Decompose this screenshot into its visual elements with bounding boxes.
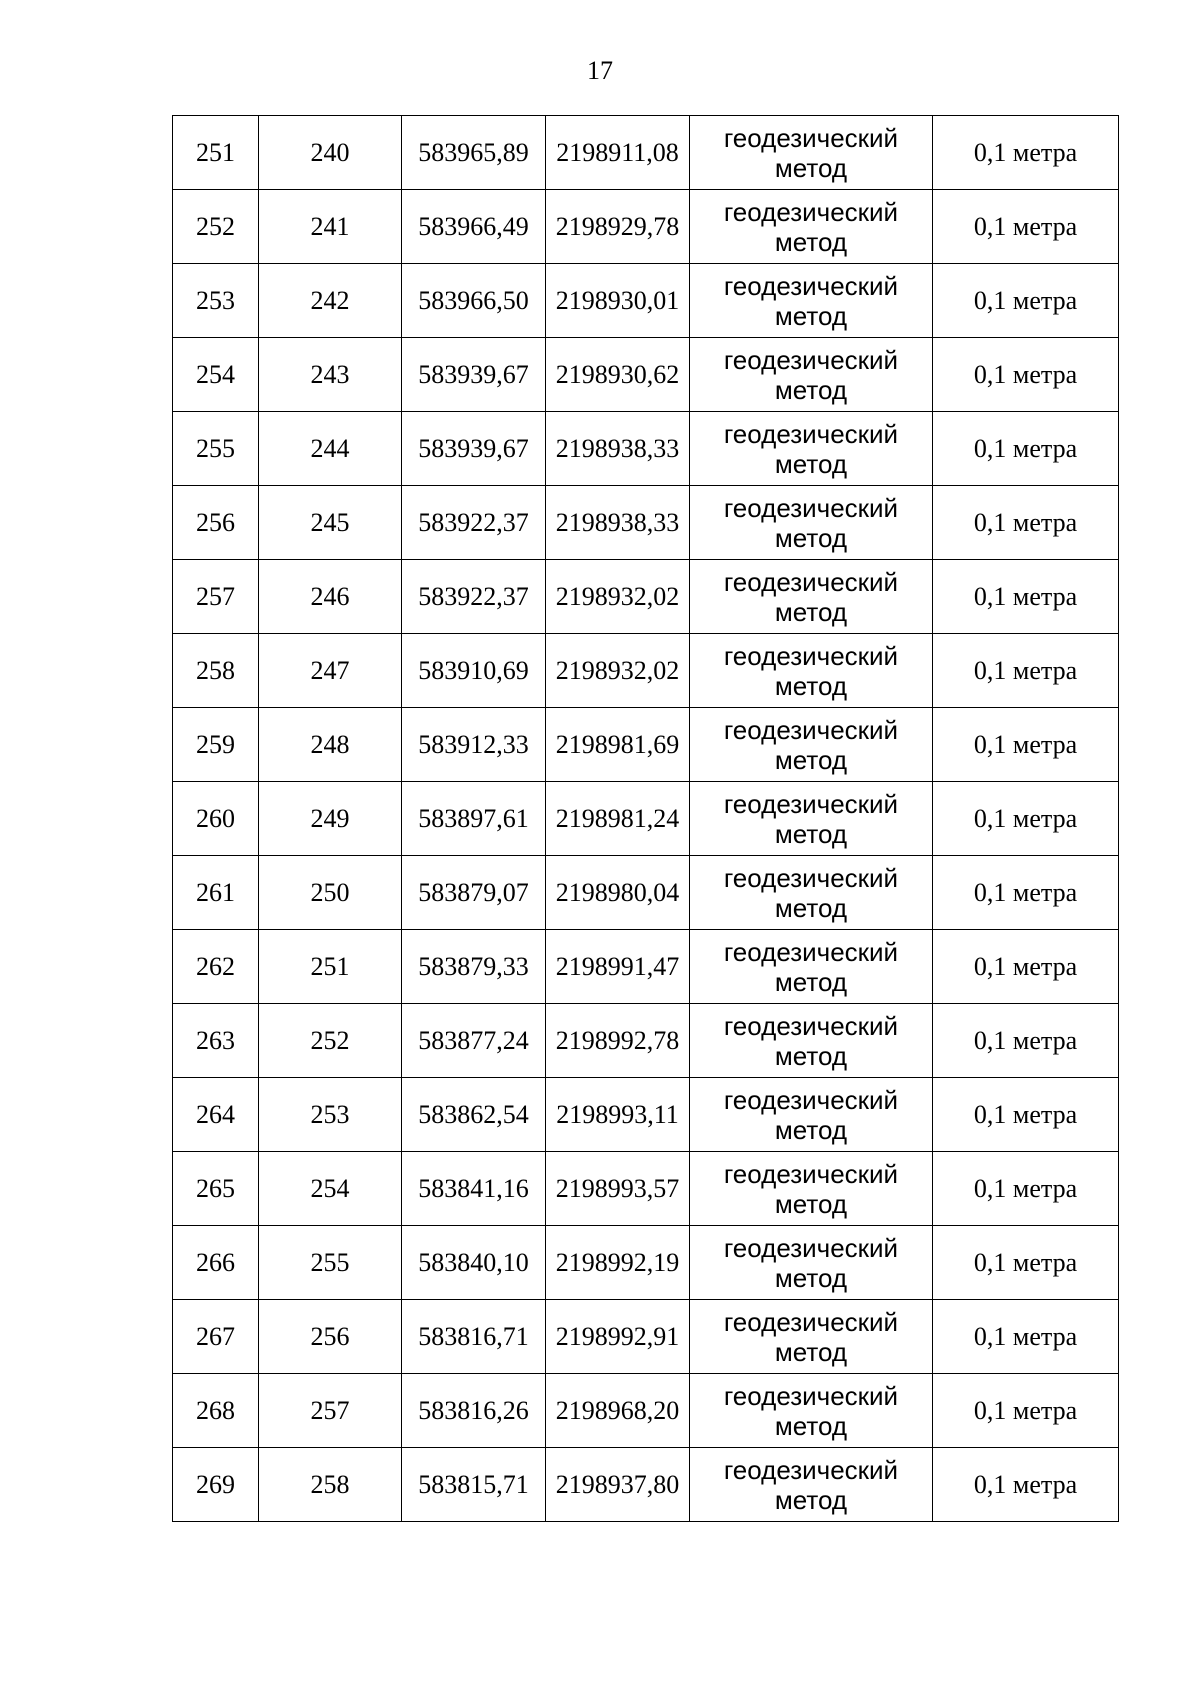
accuracy-cell: 0,1 метра [933, 782, 1119, 856]
method-line-1: геодезический [723, 492, 899, 523]
accuracy-cell: 0,1 метра [933, 1152, 1119, 1226]
point-number-cell: 256 [259, 1300, 402, 1374]
method-line-2: метод [774, 1484, 848, 1515]
x-coordinate-cell: 583939,67 [402, 412, 546, 486]
method-line-1: геодезический [723, 1010, 899, 1041]
table-row [173, 1300, 1119, 1374]
point-number-cell: 253 [259, 1078, 402, 1152]
row-number-cell: 260 [173, 782, 259, 856]
method-line-1: геодезический [723, 566, 899, 597]
point-number-cell: 241 [259, 190, 402, 264]
accuracy-cell: 0,1 метра [933, 1004, 1119, 1078]
table-row [173, 412, 1119, 486]
y-coordinate-cell: 2198980,04 [546, 856, 690, 930]
point-number-cell: 240 [259, 116, 402, 190]
method-line-2: метод [774, 1336, 848, 1367]
method-line-2: метод [774, 226, 848, 257]
table-row [173, 560, 1119, 634]
accuracy-cell: 0,1 метра [933, 190, 1119, 264]
row-number-cell: 256 [173, 486, 259, 560]
table-row [173, 930, 1119, 1004]
method-line-1: геодезический [723, 344, 899, 375]
method-cell [690, 1374, 933, 1448]
y-coordinate-cell: 2198932,02 [546, 560, 690, 634]
row-number-cell: 251 [173, 116, 259, 190]
method-line-2: метод [774, 522, 848, 553]
accuracy-cell: 0,1 метра [933, 116, 1119, 190]
y-coordinate-cell: 2198937,80 [546, 1448, 690, 1522]
accuracy-cell: 0,1 метра [933, 1078, 1119, 1152]
method-line-1: геодезический [723, 1380, 899, 1411]
method-cell [690, 560, 933, 634]
row-number-cell: 253 [173, 264, 259, 338]
row-number-cell: 261 [173, 856, 259, 930]
method-cell [690, 412, 933, 486]
point-number-cell: 254 [259, 1152, 402, 1226]
accuracy-cell: 0,1 метра [933, 1300, 1119, 1374]
row-number-cell: 255 [173, 412, 259, 486]
method-cell [690, 856, 933, 930]
method-line-1: геодезический [723, 936, 899, 967]
accuracy-cell: 0,1 метра [933, 1448, 1119, 1522]
method-line-1: геодезический [723, 714, 899, 745]
table-row [173, 1078, 1119, 1152]
x-coordinate-cell: 583841,16 [402, 1152, 546, 1226]
x-coordinate-cell: 583922,37 [402, 560, 546, 634]
method-line-1: геодезический [723, 1084, 899, 1115]
y-coordinate-cell: 2198932,02 [546, 634, 690, 708]
accuracy-cell: 0,1 метра [933, 1374, 1119, 1448]
y-coordinate-cell: 2198981,69 [546, 708, 690, 782]
table-row [173, 1374, 1119, 1448]
x-coordinate-cell: 583965,89 [402, 116, 546, 190]
table-row [173, 1152, 1119, 1226]
method-line-2: метод [774, 744, 848, 775]
x-coordinate-cell: 583966,50 [402, 264, 546, 338]
method-line-2: метод [774, 1114, 848, 1145]
x-coordinate-cell: 583879,07 [402, 856, 546, 930]
y-coordinate-cell: 2198930,01 [546, 264, 690, 338]
row-number-cell: 269 [173, 1448, 259, 1522]
x-coordinate-cell: 583922,37 [402, 486, 546, 560]
row-number-cell: 263 [173, 1004, 259, 1078]
method-cell [690, 1448, 933, 1522]
method-cell [690, 1152, 933, 1226]
method-line-2: метод [774, 152, 848, 183]
x-coordinate-cell: 583912,33 [402, 708, 546, 782]
coordinates-table-body [173, 116, 1119, 1522]
x-coordinate-cell: 583816,26 [402, 1374, 546, 1448]
accuracy-cell: 0,1 метра [933, 708, 1119, 782]
method-line-1: геодезический [723, 1232, 899, 1263]
table-row [173, 264, 1119, 338]
method-line-1: геодезический [723, 418, 899, 449]
table-row [173, 116, 1119, 190]
method-line-2: метод [774, 1040, 848, 1071]
row-number-cell: 266 [173, 1226, 259, 1300]
point-number-cell: 247 [259, 634, 402, 708]
method-cell [690, 930, 933, 1004]
row-number-cell: 262 [173, 930, 259, 1004]
x-coordinate-cell: 583897,61 [402, 782, 546, 856]
page-number: 17 [587, 56, 613, 85]
point-number-cell: 258 [259, 1448, 402, 1522]
y-coordinate-cell: 2198991,47 [546, 930, 690, 1004]
method-line-1: геодезический [723, 1158, 899, 1189]
point-number-cell: 255 [259, 1226, 402, 1300]
y-coordinate-cell: 2198911,08 [546, 116, 690, 190]
row-number-cell: 265 [173, 1152, 259, 1226]
y-coordinate-cell: 2198938,33 [546, 486, 690, 560]
x-coordinate-cell: 583816,71 [402, 1300, 546, 1374]
method-line-2: метод [774, 670, 848, 701]
point-number-cell: 245 [259, 486, 402, 560]
x-coordinate-cell: 583910,69 [402, 634, 546, 708]
table-row [173, 782, 1119, 856]
y-coordinate-cell: 2198968,20 [546, 1374, 690, 1448]
row-number-cell: 267 [173, 1300, 259, 1374]
point-number-cell: 244 [259, 412, 402, 486]
accuracy-cell: 0,1 метра [933, 486, 1119, 560]
point-number-cell: 252 [259, 1004, 402, 1078]
point-number-cell: 242 [259, 264, 402, 338]
row-number-cell: 254 [173, 338, 259, 412]
x-coordinate-cell: 583815,71 [402, 1448, 546, 1522]
point-number-cell: 249 [259, 782, 402, 856]
method-cell [690, 1226, 933, 1300]
method-line-1: геодезический [723, 196, 899, 227]
accuracy-cell: 0,1 метра [933, 856, 1119, 930]
method-line-1: геодезический [723, 270, 899, 301]
method-cell [690, 116, 933, 190]
method-line-2: метод [774, 596, 848, 627]
y-coordinate-cell: 2198993,11 [546, 1078, 690, 1152]
method-line-1: геодезический [723, 862, 899, 893]
method-line-2: метод [774, 1262, 848, 1293]
point-number-cell: 246 [259, 560, 402, 634]
method-cell [690, 782, 933, 856]
table-row [173, 190, 1119, 264]
y-coordinate-cell: 2198929,78 [546, 190, 690, 264]
row-number-cell: 264 [173, 1078, 259, 1152]
table-row [173, 856, 1119, 930]
row-number-cell: 258 [173, 634, 259, 708]
x-coordinate-cell: 583879,33 [402, 930, 546, 1004]
y-coordinate-cell: 2198992,91 [546, 1300, 690, 1374]
x-coordinate-cell: 583939,67 [402, 338, 546, 412]
method-line-1: геодезический [723, 640, 899, 671]
method-line-1: геодезический [723, 122, 899, 153]
method-line-2: метод [774, 300, 848, 331]
method-cell [690, 338, 933, 412]
accuracy-cell: 0,1 метра [933, 412, 1119, 486]
y-coordinate-cell: 2198993,57 [546, 1152, 690, 1226]
accuracy-cell: 0,1 метра [933, 634, 1119, 708]
method-cell [690, 1300, 933, 1374]
point-number-cell: 251 [259, 930, 402, 1004]
y-coordinate-cell: 2198981,24 [546, 782, 690, 856]
y-coordinate-cell: 2198930,62 [546, 338, 690, 412]
y-coordinate-cell: 2198938,33 [546, 412, 690, 486]
method-cell [690, 708, 933, 782]
accuracy-cell: 0,1 метра [933, 264, 1119, 338]
method-line-2: метод [774, 1410, 848, 1441]
x-coordinate-cell: 583840,10 [402, 1226, 546, 1300]
coordinates-table [172, 115, 1119, 1522]
method-line-2: метод [774, 1188, 848, 1219]
table-row [173, 708, 1119, 782]
method-cell [690, 1078, 933, 1152]
accuracy-cell: 0,1 метра [933, 930, 1119, 1004]
method-cell [690, 190, 933, 264]
accuracy-cell: 0,1 метра [933, 338, 1119, 412]
table-row [173, 1004, 1119, 1078]
y-coordinate-cell: 2198992,19 [546, 1226, 690, 1300]
table-row [173, 486, 1119, 560]
method-line-1: геодезический [723, 1306, 899, 1337]
method-line-1: геодезический [723, 788, 899, 819]
point-number-cell: 257 [259, 1374, 402, 1448]
method-cell [690, 264, 933, 338]
x-coordinate-cell: 583862,54 [402, 1078, 546, 1152]
method-line-2: метод [774, 374, 848, 405]
method-cell [690, 486, 933, 560]
row-number-cell: 259 [173, 708, 259, 782]
method-line-2: метод [774, 818, 848, 849]
x-coordinate-cell: 583966,49 [402, 190, 546, 264]
point-number-cell: 243 [259, 338, 402, 412]
table-row [173, 634, 1119, 708]
x-coordinate-cell: 583877,24 [402, 1004, 546, 1078]
method-cell [690, 1004, 933, 1078]
row-number-cell: 268 [173, 1374, 259, 1448]
method-line-2: метод [774, 448, 848, 479]
table-row [173, 1226, 1119, 1300]
point-number-cell: 250 [259, 856, 402, 930]
y-coordinate-cell: 2198992,78 [546, 1004, 690, 1078]
method-line-2: метод [774, 966, 848, 997]
method-line-2: метод [774, 892, 848, 923]
accuracy-cell: 0,1 метра [933, 1226, 1119, 1300]
table-row [173, 1448, 1119, 1522]
point-number-cell: 248 [259, 708, 402, 782]
method-line-1: геодезический [723, 1454, 899, 1485]
row-number-cell: 252 [173, 190, 259, 264]
method-cell [690, 634, 933, 708]
accuracy-cell: 0,1 метра [933, 560, 1119, 634]
row-number-cell: 257 [173, 560, 259, 634]
table-row [173, 338, 1119, 412]
